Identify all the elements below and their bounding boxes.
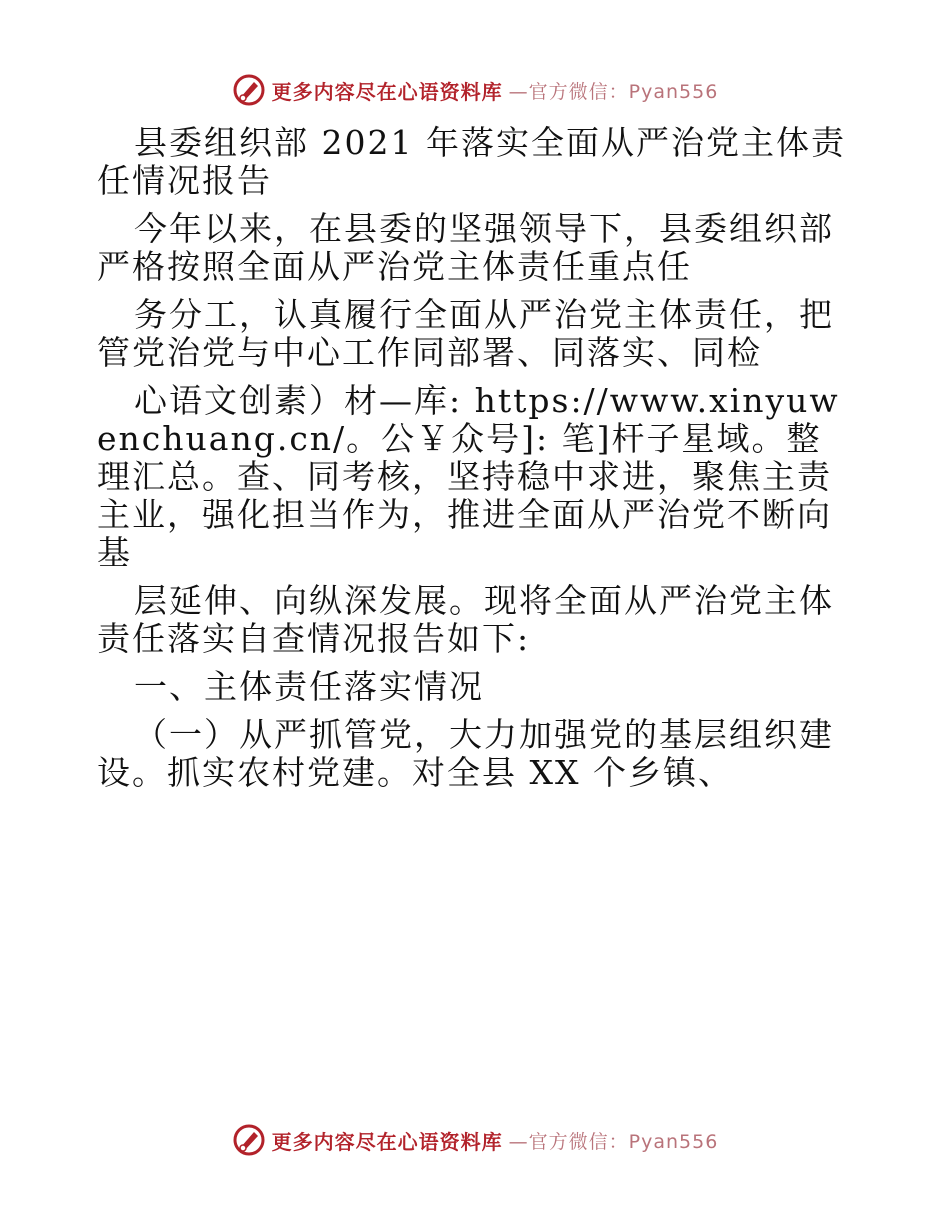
logo-icon [232, 73, 266, 107]
paragraph-3: 心语文创素）材—库: https://www.xinyuwenchuang.cn/。公￥众号]: 笔]杆子星域。整理汇总。查、同考核，坚持稳中求进，聚焦主责主业，强化担当作为，推进全面从严治党不断向基 [97, 381, 840, 572]
document-title: 县委组织部 2021 年落实全面从严治党主体责任情况报告 [97, 123, 846, 200]
header-banner [0, 72, 950, 108]
banner-site-text: 更多内容尽在心语资料库 [271, 1129, 503, 1154]
paragraph-4: 层延伸、向纵深发展。现将全面从严治党主体责任落实自查情况报告如下: [97, 581, 834, 658]
section-heading-1: 一、主体责任落实情况 [134, 667, 484, 706]
banner-contact-text: —官方微信：Pyan556 [508, 1130, 719, 1153]
paragraph-1: 今年以来，在县委的坚强领导下，县委组织部严格按照全面从严治党主体责任重点任 [97, 209, 834, 286]
banner-contact-text: —官方微信：Pyan556 [508, 80, 719, 103]
banner-site-text: 更多内容尽在心语资料库 [271, 79, 503, 104]
footer-banner [0, 1122, 950, 1158]
paragraph-2: 务分工，认真履行全面从严治党主体责任，把管党治党与中心工作同部署、同落实、同检 [97, 295, 834, 372]
paragraph-5: （一）从严抓管党，大力加强党的基层组织建设。抓实农村党建。对全县 XX 个乡镇、 [97, 715, 834, 792]
document-body [97, 124, 849, 792]
logo-icon [232, 1123, 266, 1157]
